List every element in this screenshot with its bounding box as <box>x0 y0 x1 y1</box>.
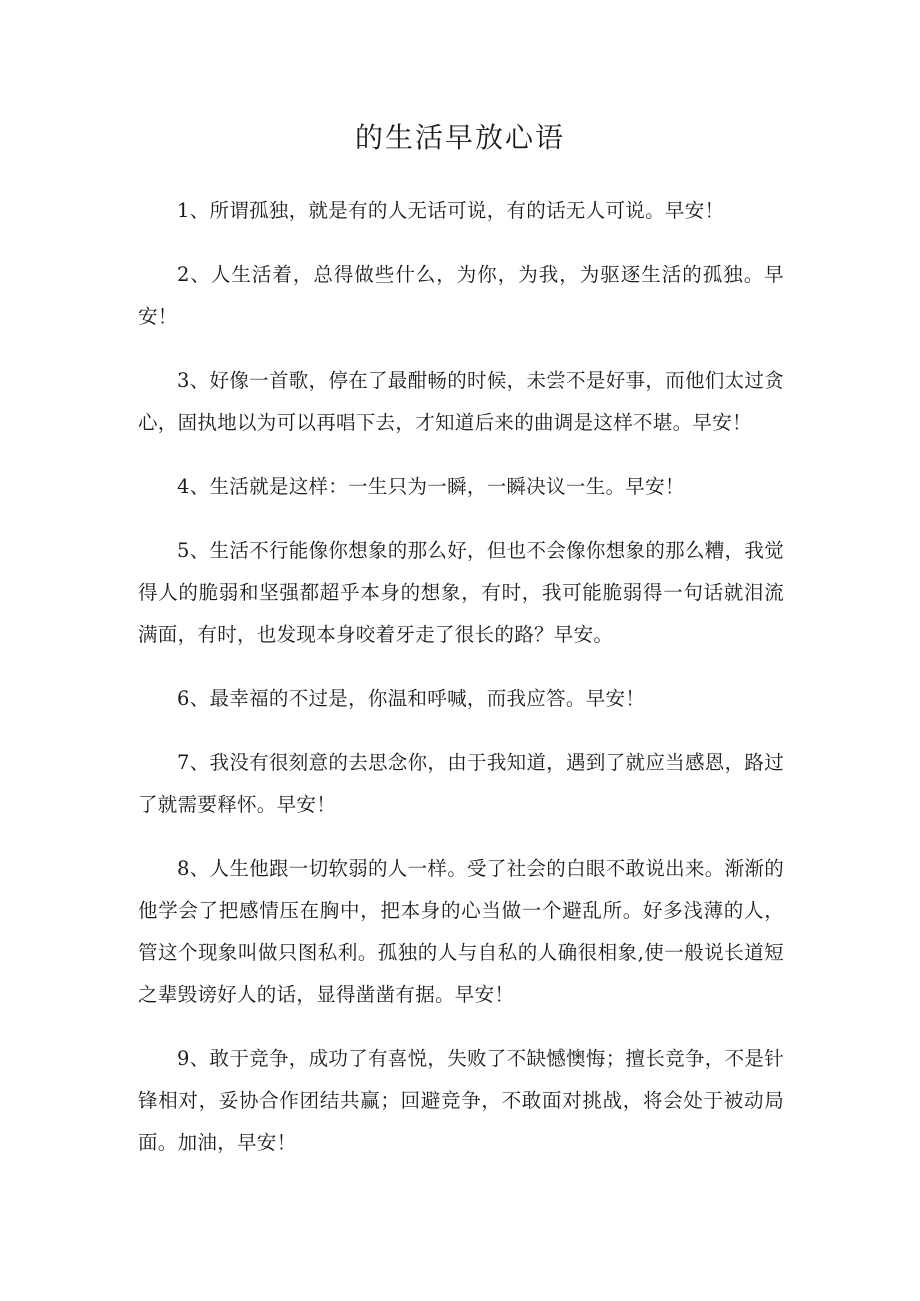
paragraph-3: 3、好像一首歌，停在了最酣畅的时候，未尝不是好事，而他们太过贪心，固执地以为可以再唱下去，才知道后来的曲调是这样不堪。早安！ <box>138 369 784 434</box>
paragraph-4: 4、生活就是这样：一生只为一瞬，一瞬决议一生。早安！ <box>177 475 685 498</box>
document-body <box>138 190 784 1186</box>
paragraph-9: 9、敢于竞争，成功了有喜悦，失败了不缺憾懊悔；擅长竞争，不是针锋相对，妥协合作团结共赢；回避竞争，不敢面对挑战，将会处于被动局面。加油，早安！ <box>138 1047 784 1154</box>
paragraph-8: 8、人生他跟一切软弱的人一样。受了社会的白眼不敢说出来。渐渐的他学会了把感情压在胸中，把本身的心当做一个避乱所。好多浅薄的人，管这个现象叫做只图私利。孤独的人与自私的人确很相象,使一般说长道短之辈毁谤好人的话，显得凿凿有据。早安！ <box>138 857 784 1006</box>
paragraph-5: 5、生活不行能像你想象的那么好，但也不会像你想象的那么糟，我觉得人的脆弱和坚强都超乎本身的想象，有时，我可能脆弱得一句话就泪流满面，有时，也发现本身咬着牙走了很长的路？早安。 <box>138 539 784 646</box>
document-title: 的生活早放心语 <box>354 121 565 154</box>
paragraph-6: 6、最幸福的不过是，你温和呼喊，而我应答。早安！ <box>177 687 646 710</box>
paragraph-7: 7、我没有很刻意的去思念你，由于我知道，遇到了就应当感恩，路过了就需要释怀。早安！ <box>138 751 784 816</box>
paragraph-1: 1、所谓孤独，就是有的人无话可说，有的话无人可说。早安！ <box>177 199 725 222</box>
paragraph-2: 2、人生活着，总得做些什么，为你，为我，为驱逐生活的孤独。早安！ <box>138 263 784 328</box>
